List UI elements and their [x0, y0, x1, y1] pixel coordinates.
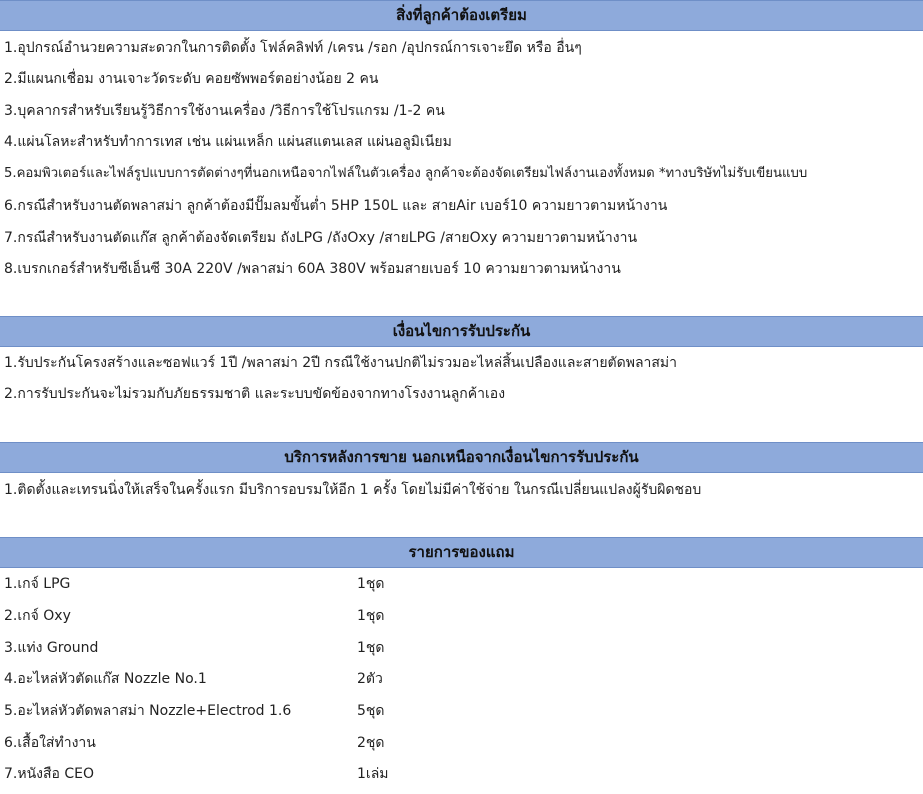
warranty-title: เงื่อนไขการรับประกัน — [392, 322, 531, 340]
after-sales-item-1: 1.ติดตั้งและเทรนนิ่งให้เสร็จในครั้งแรก มีบริการอบรมให้อีก 1 ครั้ง โดยไม่มีค่าใช้จ่าย ในกรณีเปลี่ยนแปลงผู้รับผิดชอบ — [4, 482, 702, 498]
gift-item-name: 1.เกจ์ LPG — [4, 576, 71, 592]
prepare-item-8: 8.เบรกเกอร์สำหรับซีเอ็นซี 30A 220V /พลาสม่า 60A 380V พร้อมสายเบอร์ 10 ความยาวตามหน้างาน — [4, 261, 621, 277]
gift-item-qty: 1เล่ม — [357, 766, 389, 782]
gift-item-name: 5.อะไหล่หัวตัดพลาสม่า Nozzle+Electrod 1.6 — [4, 703, 292, 719]
gift-item-qty: 1ชุด — [357, 640, 385, 656]
prepare-item-4: 4.แผ่นโลหะสำหรับทำการเทส เช่น แผ่นเหล็ก แผ่นสแตนเลส แผ่นอลูมิเนียม — [4, 134, 452, 150]
gift-item-name: 7.หนังสือ CEO — [4, 766, 95, 782]
prepare-title: สิ่งที่ลูกค้าต้องเตรียม — [396, 6, 527, 24]
prepare-item-7: 7.กรณีสำหรับงานตัดแก๊ส ลูกค้าต้องจัดเตรียม ถังLPG /ถังOxy /สายLPG /สายOxy ความยาวตามหน้างาน — [4, 230, 638, 246]
gift-item-qty: 1ชุด — [357, 608, 385, 624]
gift-item-name: 2.เกจ์ Oxy — [4, 608, 71, 624]
warranty-item-1: 1.รับประกันโครงสร้างและซอฟแวร์ 1ปี /พลาสม่า 2ปี กรณีใช้งานปกติไม่รวมอะไหล่สิ้นเปลืองและสายตัดพลาสม่า — [4, 355, 678, 371]
after-sales-title: บริการหลังการขาย นอกเหนือจากเงื่อนไขการรับประกัน — [284, 448, 639, 466]
prepare-item-3: 3.บุคลากรสำหรับเรียนรู้วิธีการใช้งานเครื่อง /วิธีการใช้โปรแกรม /1-2 คน — [4, 103, 445, 119]
prepare-item-5: 5.คอมพิวเตอร์และไฟล์รูปแบบการตัดต่างๆที่นอกเหนือจากไฟล์ในตัวเครื่อง ลูกค้าจะต้องจัดเตรียมไฟล์งานเองทั้งหมด *ทางบริษัทไม่รับเขียนแบบ — [4, 166, 808, 181]
gift-item-name: 3.แท่ง Ground — [4, 640, 99, 656]
prepare-item-2: 2.มีแผนกเชื่อม งานเจาะวัดระดับ คอยซัพพอร์ตอย่างน้อย 2 คน — [4, 71, 379, 87]
gifts-header — [0, 537, 923, 568]
gifts-title: รายการของแถม — [408, 543, 515, 561]
warranty-item-2: 2.การรับประกันจะไม่รวมกับภัยธรรมชาติ และระบบขัดข้องจากทางโรงงานลูกค้าเอง — [4, 386, 506, 402]
gift-item-name: 4.อะไหล่หัวตัดแก๊ส Nozzle No.1 — [4, 671, 207, 687]
prepare-header — [0, 0, 923, 31]
prepare-item-6: 6.กรณีสำหรับงานตัดพลาสม่า ลูกค้าต้องมีปั๊มลมขั้นต่ำ 5HP 150L และ สายAir เบอร์10 ความยาวตามหน้างาน — [4, 198, 668, 214]
prepare-item-1: 1.อุปกรณ์อำนวยความสะดวกในการติดตั้ง โฟล์คลิฟท์ /เครน /รอก /อุปกรณ์การเจาะยึด หรือ อื่นๆ — [4, 40, 582, 56]
gift-item-qty: 1ชุด — [357, 576, 385, 592]
gift-item-qty: 2ตัว — [357, 671, 383, 687]
gift-item-name: 6.เสื้อใส่ทำงาน — [4, 735, 96, 751]
warranty-header — [0, 316, 923, 347]
gift-item-qty: 2ชุด — [357, 735, 385, 751]
after-sales-header — [0, 442, 923, 473]
gift-item-qty: 5ชุด — [357, 703, 385, 719]
